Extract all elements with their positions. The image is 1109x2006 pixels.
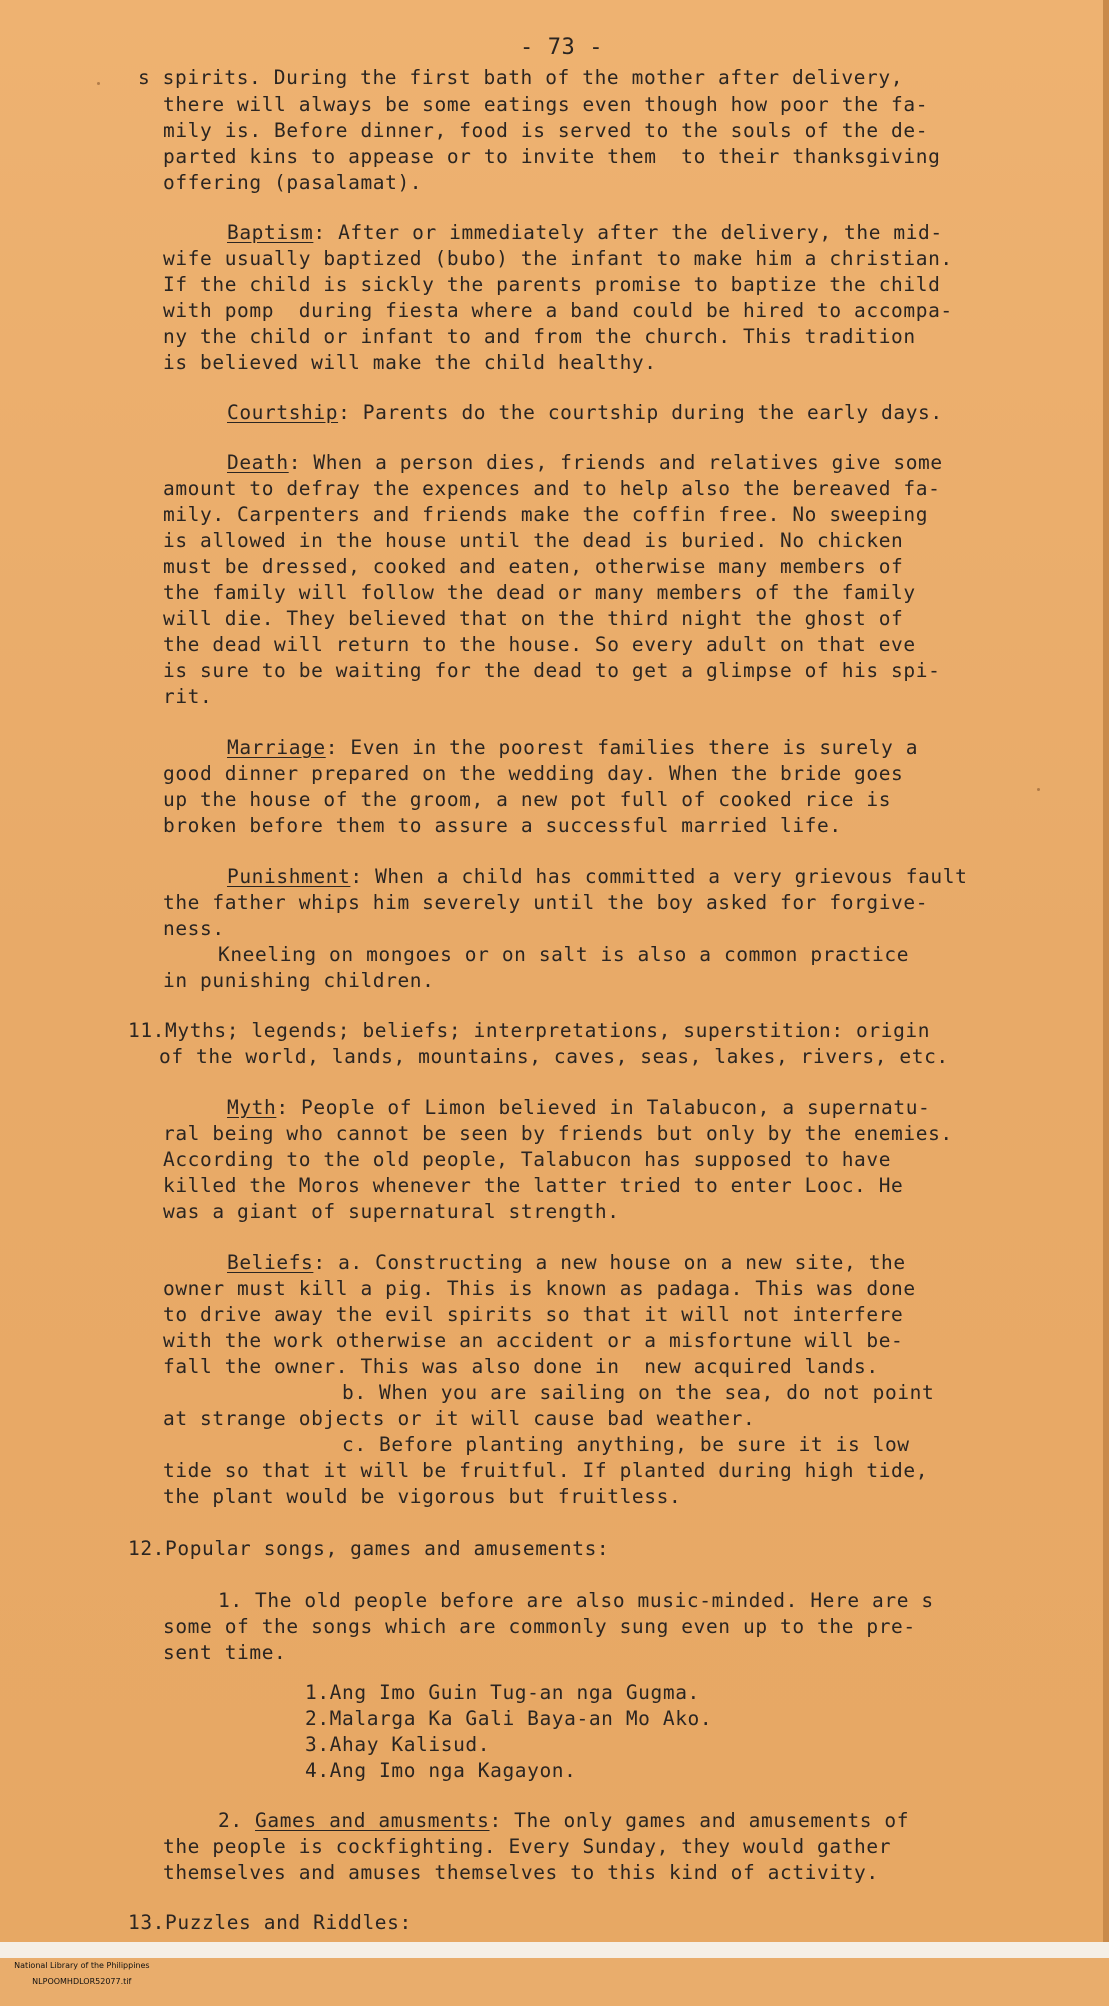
text-line: wife usually baptized (bubo) the infant to make him a christian. <box>163 247 953 270</box>
text-line: broken before them to assure a successful married life. <box>163 814 842 837</box>
footer-file: NLPOOMHDLOR52077.tif <box>32 1977 132 1986</box>
text-line: 2.Malarga Ka Gali Baya-an Mo Ako. <box>305 1707 713 1730</box>
text-line: ny the child or infant to and from the church. This tradition <box>163 325 916 348</box>
text-line: s spirits. During the first bath of the mother after delivery, <box>138 66 904 89</box>
text-line: to drive away the evil spirits so that it will not interfere <box>163 1303 904 1326</box>
text-line: ral being who cannot be seen by friends but only by the enemies. <box>163 1122 953 1145</box>
text-line: Death: When a person dies, friends and relatives give some <box>227 451 943 474</box>
text-line: the plant would be vigorous but fruitless. <box>163 1485 682 1508</box>
text-line: tide so that it will be fruitful. If planted during high tide, <box>163 1459 929 1482</box>
text-line: up the house of the groom, a new pot full of cooked rice is <box>163 788 892 811</box>
page-edge <box>1103 0 1109 1942</box>
text-line: Baptism: After or immediately after the delivery, the mid- <box>227 221 943 244</box>
text-line: the father whips him severely until the boy asked for forgive- <box>163 891 929 914</box>
text-line: of the world, lands, mountains, caves, seas, lakes, rivers, etc. <box>159 1045 949 1068</box>
text-line: amount to defray the expences and to help also the bereaved fa- <box>163 477 941 500</box>
text-line: 2. Games and amusments: The only games and amusements of <box>218 1809 910 1832</box>
text-line: mily is. Before dinner, food is served to the souls of the de- <box>163 119 929 142</box>
text-line: Myth: People of Limon believed in Talabucon, a supernatu- <box>227 1096 931 1119</box>
text-line: 1. The old people before are also music-minded. Here are s <box>218 1589 934 1612</box>
text-line: sent time. <box>163 1641 287 1664</box>
text-line: offering (pasalamat). <box>163 171 423 194</box>
text-line: 11.Myths; legends; beliefs; interpretations, superstition: origin <box>128 1019 931 1042</box>
text-line: 13.Puzzles and Riddles: <box>128 1911 412 1934</box>
text-line: will die. They believed that on the third night the ghost of <box>163 607 904 630</box>
text-line: is allowed in the house until the dead is buried. No chicken <box>163 529 904 552</box>
text-line: Punishment: When a child has committed a very grievous fault <box>227 865 968 888</box>
text-line: some of the songs which are commonly sung even up to the pre- <box>163 1615 916 1638</box>
text-line: must be dressed, cooked and eaten, otherwise many members of <box>163 555 904 578</box>
text-line: 12.Popular songs, games and amusements: <box>128 1537 610 1560</box>
text-line: 1.Ang Imo Guin Tug-an nga Gugma. <box>305 1681 700 1704</box>
text-line: is believed will make the child healthy. <box>163 351 657 374</box>
text-line: themselves and amuses themselves to this kind of activity. <box>163 1861 879 1884</box>
text-line: c. Before planting anything, be sure it is low <box>342 1433 910 1456</box>
speck <box>97 82 100 85</box>
text-line: owner must kill a pig. This is known as padaga. This was done <box>163 1277 916 1300</box>
text-line: mily. Carpenters and friends make the coffin free. No sweeping <box>163 503 929 526</box>
text-line: According to the old people, Talabucon has supposed to have <box>163 1148 892 1171</box>
text-line: at strange objects or it will cause bad weather. <box>163 1407 756 1430</box>
text-line: the people is cockfighting. Every Sunday, they would gather <box>163 1835 892 1858</box>
text-line: with pomp during fiesta where a band could be hired to accompa- <box>163 299 953 322</box>
text-line: parted kins to appease or to invite them to their thanksgiving <box>163 145 941 168</box>
speck <box>1037 788 1040 791</box>
text-line: is sure to be waiting for the dead to get a glimpse of his spi- <box>163 659 941 682</box>
text-line: was a giant of supernatural strength. <box>163 1200 620 1223</box>
text-line: Beliefs: a. Constructing a new house on a new site, the <box>227 1251 906 1274</box>
text-line: fall the owner. This was also done in new acquired lands. <box>163 1355 879 1378</box>
text-line: killed the Moros whenever the latter tried to enter Looc. He <box>163 1174 904 1197</box>
text-line: Kneeling on mongoes or on salt is also a common practice <box>218 943 910 966</box>
text-line: b. When you are sailing on the sea, do not point <box>342 1381 935 1404</box>
page-number: - 73 - <box>520 35 604 60</box>
text-line: rit. <box>163 685 213 708</box>
text-line: 3.Ahay Kalisud. <box>305 1733 491 1756</box>
text-line: in punishing children. <box>163 969 435 992</box>
text-line: the dead will return to the house. So every adult on that eve <box>163 633 916 656</box>
text-line: with the work otherwise an accident or a misfortune will be- <box>163 1329 904 1352</box>
scan-footer <box>0 1942 1109 1986</box>
text-line: If the child is sickly the parents promise to baptize the child <box>163 273 941 296</box>
text-line: Courtship: Parents do the courtship during the early days. <box>227 401 943 424</box>
text-line: Marriage: Even in the poorest families there is surely a <box>227 736 919 759</box>
footer-library: National Library of the Philippines <box>14 1961 150 1970</box>
text-line: 4.Ang Imo nga Kagayon. <box>305 1759 577 1782</box>
text-line: the family will follow the dead or many members of the family <box>163 581 916 604</box>
text-line: good dinner prepared on the wedding day. When the bride goes <box>163 762 904 785</box>
text-line: there will always be some eatings even though how poor the fa- <box>163 93 929 116</box>
text-line: ness. <box>163 917 225 940</box>
